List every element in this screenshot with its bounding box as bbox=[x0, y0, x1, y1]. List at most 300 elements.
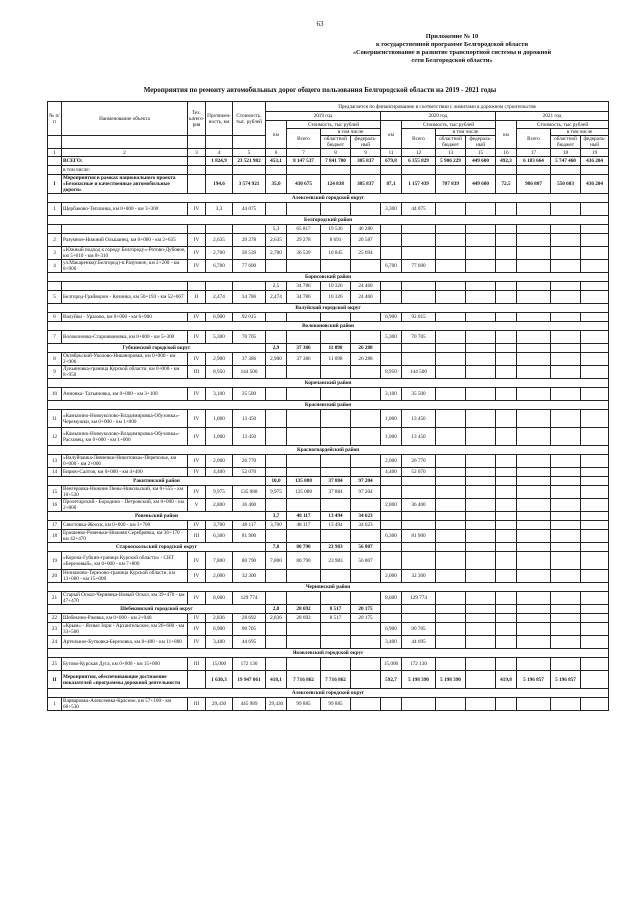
value-cell: 305 837 bbox=[351, 157, 381, 166]
value-cell: 5,3 bbox=[266, 225, 287, 234]
value-cell bbox=[496, 636, 517, 649]
value-cell bbox=[581, 247, 609, 260]
value-cell bbox=[436, 353, 466, 366]
value-cell: 418,1 bbox=[266, 671, 287, 689]
section-value: 10,0 bbox=[266, 477, 287, 486]
value-cell bbox=[436, 570, 466, 583]
empty-cell bbox=[551, 605, 581, 614]
value-cell bbox=[496, 658, 517, 671]
column-number: 12 bbox=[402, 149, 436, 157]
value-cell bbox=[402, 614, 436, 623]
value-cell: 5,300 bbox=[381, 331, 402, 344]
value-cell: 92 015 bbox=[402, 313, 436, 322]
value-cell bbox=[496, 592, 517, 605]
value-cell bbox=[436, 331, 466, 344]
header-cost-thousand: Стоимость, тыс рублей bbox=[517, 121, 609, 129]
value-cell bbox=[287, 366, 321, 379]
section-value: 2,9 bbox=[266, 344, 287, 353]
value-cell bbox=[581, 366, 609, 379]
value-cell bbox=[466, 592, 496, 605]
appendix-line: «Совершенствование и развитие транспортной системы и дорожной bbox=[352, 49, 552, 56]
section-row bbox=[48, 322, 609, 331]
value-cell bbox=[517, 636, 551, 649]
header-total: Всего bbox=[517, 129, 551, 149]
value-cell bbox=[266, 499, 287, 512]
value-cell: 419,8 bbox=[496, 671, 517, 689]
value-cell bbox=[436, 234, 466, 247]
value-cell: 592,7 bbox=[381, 671, 402, 689]
section-value: 37 386 bbox=[287, 344, 321, 353]
value-cell: 29,430 bbox=[206, 698, 233, 711]
object-name: Старый Оскол-Чернянка-Новый Оскол, км 39+470 - км 47+470 bbox=[62, 592, 188, 605]
value-cell bbox=[402, 552, 436, 570]
value-cell bbox=[351, 570, 381, 583]
value-cell bbox=[581, 353, 609, 366]
row-number: 12 bbox=[48, 428, 62, 446]
value-cell bbox=[351, 468, 381, 477]
value-cell bbox=[581, 671, 609, 689]
section-row bbox=[48, 344, 609, 353]
value-cell: 34 786 bbox=[233, 291, 266, 304]
header-federal: федеральный bbox=[466, 136, 496, 149]
value-cell: IV bbox=[188, 455, 206, 468]
empty-cell bbox=[517, 512, 551, 521]
value-cell: 7,800 bbox=[206, 552, 233, 570]
section-row bbox=[48, 379, 609, 388]
empty-cell bbox=[402, 543, 436, 552]
value-cell: 135 088 bbox=[233, 486, 266, 499]
value-cell: 29,430 bbox=[266, 698, 287, 711]
value-cell bbox=[517, 291, 551, 304]
value-cell bbox=[466, 331, 496, 344]
header-spacer bbox=[62, 136, 188, 149]
value-cell bbox=[517, 225, 551, 234]
section-label: Красненский район bbox=[48, 401, 609, 410]
value-cell bbox=[287, 592, 321, 605]
value-cell: 172 130 bbox=[402, 658, 436, 671]
object-name: «Камызино-Новоуколово-Владимировка-Обуховка»-Расховец, км 0+000 - км 1+000 bbox=[62, 428, 188, 446]
value-cell: 8,000 bbox=[206, 592, 233, 605]
value-cell bbox=[188, 671, 206, 689]
value-cell bbox=[496, 499, 517, 512]
value-cell bbox=[581, 331, 609, 344]
value-cell bbox=[321, 331, 351, 344]
table-row bbox=[48, 247, 609, 260]
column-number: 15 bbox=[466, 149, 496, 157]
table-row bbox=[48, 658, 609, 671]
row-number: 14 bbox=[48, 468, 62, 477]
empty-cell bbox=[496, 512, 517, 521]
value-cell bbox=[496, 203, 517, 216]
value-cell: IV bbox=[188, 247, 206, 260]
value-cell bbox=[551, 468, 581, 477]
object-name: Октябрьский-Уколово-Никаноровка, км 0+000 - км 2+900 bbox=[62, 353, 188, 366]
empty-cell bbox=[551, 344, 581, 353]
value-cell bbox=[436, 658, 466, 671]
header-cost-thousand: Стоимость, тыс рублей bbox=[402, 121, 496, 129]
section-row bbox=[48, 216, 609, 225]
empty-cell bbox=[381, 543, 402, 552]
header-spacer bbox=[188, 136, 206, 149]
section-row bbox=[48, 689, 609, 698]
value-cell: 52 070 bbox=[402, 468, 436, 477]
value-cell: 1 157 439 bbox=[402, 175, 436, 194]
value-cell bbox=[188, 166, 206, 175]
value-cell bbox=[436, 455, 466, 468]
value-cell: IV bbox=[188, 623, 206, 636]
header-spacer bbox=[233, 136, 266, 149]
value-cell bbox=[402, 234, 436, 247]
value-cell bbox=[381, 225, 402, 234]
table-row bbox=[48, 499, 609, 512]
value-cell bbox=[496, 313, 517, 322]
value-cell bbox=[321, 203, 351, 216]
object-name: Анновка- Татьяновка, км 0+000 - км 3+100 bbox=[62, 388, 188, 401]
header-in-that: в том числе bbox=[436, 129, 496, 136]
value-cell bbox=[581, 698, 609, 711]
header-year-2021: 2021 год bbox=[496, 112, 609, 121]
header-spacer bbox=[48, 136, 62, 149]
value-cell: 37 386 bbox=[233, 353, 266, 366]
value-cell bbox=[581, 260, 609, 273]
value-cell bbox=[321, 592, 351, 605]
value-cell: 28 692 bbox=[233, 614, 266, 623]
object-name: «Крым» - Ясные Зори - Архангельское, км 26+600 - км 33+500 bbox=[62, 623, 188, 636]
value-cell bbox=[321, 388, 351, 401]
table-row bbox=[48, 166, 609, 175]
value-cell bbox=[381, 698, 402, 711]
empty-cell bbox=[381, 477, 402, 486]
row-number: 8 bbox=[48, 353, 62, 366]
value-cell: 3,400 bbox=[206, 636, 233, 649]
value-cell bbox=[436, 366, 466, 379]
value-cell bbox=[581, 570, 609, 583]
value-cell: 2,000 bbox=[381, 455, 402, 468]
value-cell bbox=[188, 175, 206, 194]
section-row bbox=[48, 194, 609, 203]
value-cell: 129 774 bbox=[233, 592, 266, 605]
section-label: Губкинский городской округ bbox=[48, 344, 266, 353]
value-cell bbox=[496, 331, 517, 344]
value-cell bbox=[581, 428, 609, 446]
value-cell bbox=[436, 592, 466, 605]
value-cell: 77 600 bbox=[233, 260, 266, 273]
value-cell: 24 460 bbox=[351, 291, 381, 304]
value-cell bbox=[266, 366, 287, 379]
value-cell bbox=[551, 552, 581, 570]
value-cell: 13 450 bbox=[233, 410, 266, 428]
value-cell bbox=[517, 698, 551, 711]
value-cell: 5 198 390 bbox=[436, 671, 466, 689]
value-cell bbox=[466, 203, 496, 216]
value-cell: 80 790 bbox=[287, 552, 321, 570]
table-row bbox=[48, 530, 609, 543]
value-cell bbox=[581, 592, 609, 605]
section-value: 8 517 bbox=[321, 605, 351, 614]
value-cell bbox=[402, 353, 436, 366]
value-cell: IV bbox=[188, 203, 206, 216]
value-cell bbox=[188, 157, 206, 166]
table-row bbox=[48, 366, 609, 379]
value-cell bbox=[266, 388, 287, 401]
object-name: Бирюч-Салтов, км 0+000 - км 4+400 bbox=[62, 468, 188, 477]
value-cell: 87,1 bbox=[381, 175, 402, 194]
value-cell: 35,0 bbox=[266, 175, 287, 194]
value-cell bbox=[233, 282, 266, 291]
value-cell bbox=[496, 353, 517, 366]
value-cell bbox=[551, 234, 581, 247]
value-cell bbox=[466, 234, 496, 247]
value-cell bbox=[551, 530, 581, 543]
value-cell: 34 786 bbox=[287, 282, 321, 291]
value-cell bbox=[381, 166, 402, 175]
value-cell: III bbox=[188, 530, 206, 543]
object-name: Волоконовка-Староивановка, км 0+000 - км 5+300 bbox=[62, 331, 188, 344]
value-cell: 4,400 bbox=[206, 468, 233, 477]
table-header bbox=[48, 102, 609, 157]
value-cell: IV bbox=[188, 428, 206, 446]
value-cell: 90 705 bbox=[402, 623, 436, 636]
value-cell bbox=[496, 388, 517, 401]
value-cell bbox=[351, 203, 381, 216]
value-cell: IV bbox=[188, 313, 206, 322]
value-cell bbox=[436, 282, 466, 291]
value-cell: II bbox=[188, 291, 206, 304]
value-cell: 7 841 700 bbox=[321, 157, 351, 166]
table-row bbox=[48, 455, 609, 468]
value-cell: IV bbox=[188, 521, 206, 530]
value-cell bbox=[351, 410, 381, 428]
value-cell bbox=[496, 468, 517, 477]
value-cell bbox=[436, 698, 466, 711]
value-cell bbox=[381, 353, 402, 366]
row-number bbox=[48, 157, 62, 166]
object-name: Свистовка-Жоохи, км 0+000 - км 3+700 bbox=[62, 521, 188, 530]
value-cell bbox=[517, 592, 551, 605]
value-cell bbox=[466, 671, 496, 689]
value-cell: 135 088 bbox=[287, 486, 321, 499]
value-cell: 35 500 bbox=[233, 388, 266, 401]
value-cell bbox=[266, 530, 287, 543]
empty-cell bbox=[581, 605, 609, 614]
value-cell: IV bbox=[188, 486, 206, 499]
empty-cell bbox=[466, 512, 496, 521]
value-cell bbox=[287, 623, 321, 636]
value-cell: 3,100 bbox=[206, 388, 233, 401]
value-cell bbox=[351, 428, 381, 446]
object-name: Пролетарский - Бородино - Петровский, км 0+000 - км 2+800 bbox=[62, 499, 188, 512]
value-cell bbox=[581, 388, 609, 401]
value-cell bbox=[517, 313, 551, 322]
value-cell: 445 989 bbox=[233, 698, 266, 711]
header-financing-group: Предлагается по финансированию в соответствии с лимитами в дорожном строительстве bbox=[266, 102, 609, 112]
value-cell: IV bbox=[188, 260, 206, 273]
value-cell: 2,836 bbox=[266, 614, 287, 623]
section-row bbox=[48, 477, 609, 486]
value-cell bbox=[466, 570, 496, 583]
value-cell bbox=[233, 166, 266, 175]
value-cell: 15,000 bbox=[206, 658, 233, 671]
value-cell bbox=[321, 455, 351, 468]
section-value: 34 623 bbox=[351, 512, 381, 521]
value-cell: 2,900 bbox=[266, 353, 287, 366]
value-cell bbox=[402, 247, 436, 260]
value-cell bbox=[517, 282, 551, 291]
table-row bbox=[48, 570, 609, 583]
value-cell bbox=[351, 455, 381, 468]
table-row bbox=[48, 291, 609, 304]
row-number: 18 bbox=[48, 530, 62, 543]
value-cell: IV bbox=[188, 468, 206, 477]
value-cell: 449 600 bbox=[466, 157, 496, 166]
value-cell: 20 175 bbox=[351, 614, 381, 623]
object-name: Щербаково-Теплинка, км 0+000 - км 3+300 bbox=[62, 203, 188, 216]
value-cell: 679,8 bbox=[381, 157, 402, 166]
value-cell bbox=[266, 592, 287, 605]
value-cell: 81 900 bbox=[233, 530, 266, 543]
value-cell bbox=[266, 468, 287, 477]
value-cell bbox=[351, 698, 381, 711]
value-cell: 7 716 862 bbox=[321, 671, 351, 689]
table-row bbox=[48, 521, 609, 530]
value-cell bbox=[321, 366, 351, 379]
value-cell bbox=[436, 636, 466, 649]
value-cell: 34 623 bbox=[351, 521, 381, 530]
value-cell bbox=[381, 486, 402, 499]
object-name: «Короча-Губкин-граница Курской области» - СНТ «Березовый», км 0+000 - км 7+800 bbox=[62, 552, 188, 570]
value-cell bbox=[436, 468, 466, 477]
section-value: 37 884 bbox=[321, 477, 351, 486]
value-cell bbox=[188, 225, 206, 234]
value-cell: 3,400 bbox=[381, 636, 402, 649]
value-cell bbox=[351, 260, 381, 273]
value-cell bbox=[287, 636, 321, 649]
empty-cell bbox=[466, 477, 496, 486]
value-cell: 436 204 bbox=[581, 175, 609, 194]
value-cell: 10 326 bbox=[321, 282, 351, 291]
value-cell: 2,000 bbox=[381, 570, 402, 583]
column-number: 7 bbox=[287, 149, 321, 157]
value-cell bbox=[496, 552, 517, 570]
value-cell bbox=[517, 468, 551, 477]
value-cell: 99 885 bbox=[287, 698, 321, 711]
appendix-line: сети Белгородской области» bbox=[411, 57, 493, 64]
value-cell bbox=[436, 623, 466, 636]
value-cell: 13 450 bbox=[402, 410, 436, 428]
section-value: 80 790 bbox=[287, 543, 321, 552]
value-cell: 5 906 229 bbox=[436, 157, 466, 166]
value-cell bbox=[436, 552, 466, 570]
value-cell bbox=[496, 428, 517, 446]
value-cell bbox=[351, 636, 381, 649]
value-cell: 1,000 bbox=[206, 410, 233, 428]
value-cell: 2,474 bbox=[206, 291, 233, 304]
value-cell: 36 539 bbox=[233, 247, 266, 260]
value-cell bbox=[351, 671, 381, 689]
empty-cell bbox=[402, 512, 436, 521]
value-cell: 36 400 bbox=[402, 499, 436, 512]
section-value: 23 983 bbox=[321, 543, 351, 552]
value-cell bbox=[517, 203, 551, 216]
row-number: 7 bbox=[48, 331, 62, 344]
value-cell bbox=[551, 353, 581, 366]
row-number: 19 bbox=[48, 552, 62, 570]
section-row bbox=[48, 273, 609, 282]
header-cost: Стоимость, тыс. рублей bbox=[233, 102, 266, 136]
row-number: 25 bbox=[48, 658, 62, 671]
value-cell bbox=[321, 499, 351, 512]
value-cell bbox=[321, 468, 351, 477]
value-cell bbox=[551, 455, 581, 468]
value-cell bbox=[551, 291, 581, 304]
value-cell bbox=[551, 499, 581, 512]
section-value: 13 494 bbox=[321, 512, 351, 521]
value-cell bbox=[551, 614, 581, 623]
value-cell: 19 947 061 bbox=[233, 671, 266, 689]
value-cell bbox=[287, 658, 321, 671]
table-row bbox=[48, 282, 609, 291]
value-cell bbox=[436, 486, 466, 499]
value-cell: 10 326 bbox=[321, 291, 351, 304]
value-cell bbox=[496, 570, 517, 583]
value-cell: III bbox=[188, 366, 206, 379]
section-value: 48 117 bbox=[287, 512, 321, 521]
header-federal: федеральный bbox=[581, 136, 609, 149]
value-cell: IV bbox=[188, 234, 206, 247]
value-cell: 20 587 bbox=[351, 234, 381, 247]
section-row bbox=[48, 512, 609, 521]
value-cell: 23 983 bbox=[321, 552, 351, 570]
value-cell bbox=[351, 658, 381, 671]
value-cell bbox=[466, 247, 496, 260]
value-cell bbox=[287, 313, 321, 322]
value-cell: 97 204 bbox=[351, 486, 381, 499]
object-name: Незнамово-Терехово-граница Курской области, км 13+000 - км 15+000 bbox=[62, 570, 188, 583]
value-cell bbox=[466, 353, 496, 366]
value-cell: 1,000 bbox=[381, 428, 402, 446]
value-cell bbox=[551, 282, 581, 291]
header-category: Тех. категория bbox=[188, 102, 206, 136]
value-cell bbox=[287, 499, 321, 512]
column-number: 13 bbox=[436, 149, 466, 157]
value-cell bbox=[551, 313, 581, 322]
value-cell bbox=[551, 623, 581, 636]
value-cell: 305 837 bbox=[351, 175, 381, 194]
value-cell bbox=[581, 291, 609, 304]
value-cell bbox=[402, 698, 436, 711]
value-cell bbox=[551, 636, 581, 649]
value-cell: 2,836 bbox=[206, 614, 233, 623]
empty-cell bbox=[496, 477, 517, 486]
value-cell: IV bbox=[188, 388, 206, 401]
value-cell bbox=[551, 410, 581, 428]
value-cell bbox=[402, 225, 436, 234]
page-number: 63 bbox=[316, 20, 324, 28]
value-cell bbox=[517, 521, 551, 530]
value-cell bbox=[466, 468, 496, 477]
value-cell bbox=[496, 698, 517, 711]
value-cell bbox=[402, 521, 436, 530]
row-number: 17 bbox=[48, 521, 62, 530]
header-km: км bbox=[266, 121, 287, 149]
value-cell: 2,900 bbox=[206, 353, 233, 366]
row-number: 6 bbox=[48, 313, 62, 322]
value-cell bbox=[206, 166, 233, 175]
section-row bbox=[48, 401, 609, 410]
value-cell: 48 117 bbox=[233, 521, 266, 530]
value-cell: 3,700 bbox=[206, 521, 233, 530]
value-cell bbox=[466, 636, 496, 649]
